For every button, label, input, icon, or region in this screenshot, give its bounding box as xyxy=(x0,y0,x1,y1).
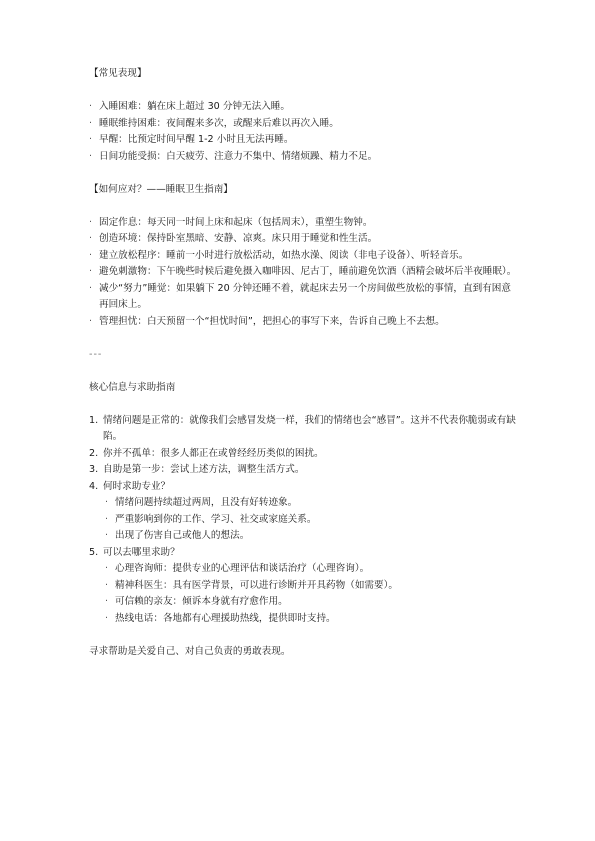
list-item: · 入睡困难：躺在床上超过 30 分钟无法入睡。 xyxy=(89,99,519,116)
when-to-seek-help-list xyxy=(89,495,519,545)
bullet-marker: · xyxy=(89,249,93,261)
help-numbered-list xyxy=(89,413,519,628)
list-item: · 减少“努力”睡觉：如果躺下 20 分钟还睡不着，就起床去另一个房间做些放松的事情，直到有困意再回床上。 xyxy=(89,281,519,314)
list-item: · 心理咨询师：提供专业的心理评估和谈话治疗（心理咨询）。 xyxy=(105,561,519,578)
numbered-item: 1. 情绪问题是正常的：就像我们会感冒发烧一样，我们的情绪也会“感冒”。这并不代表你脆弱或有缺陷。 xyxy=(89,414,516,442)
bullet-marker: · xyxy=(89,101,93,112)
list-item: · 睡眠维持困难：夜间醒来多次，或醒来后难以再次入睡。 xyxy=(89,116,519,133)
bullet-marker: · xyxy=(105,612,109,624)
list-item: · 建立放松程序：睡前一小时进行放松活动，如热水澡、阅读（非电子设备）、听轻音乐。 xyxy=(89,248,519,265)
list-item: · 创造环境：保持卧室黑暗、安静、凉爽。床只用于睡觉和性生活。 xyxy=(89,231,519,248)
list-item: · 情绪问题持续超过两周，且没有好转迹象。 xyxy=(105,495,519,512)
bullet-marker: · xyxy=(89,134,93,145)
bullet-marker: · xyxy=(89,315,93,327)
numbered-item: 3. 自助是第一步：尝试上述方法，调整生活方式。 xyxy=(89,464,305,475)
bullet-marker: · xyxy=(89,150,93,162)
horizontal-rule: --- xyxy=(89,348,103,360)
bullet-marker: · xyxy=(105,513,109,525)
hygiene-list xyxy=(89,215,519,331)
bullet-marker: · xyxy=(105,530,109,541)
section-title-help-guide: 核心信息与求助指南 xyxy=(89,381,176,393)
list-item: · 早醒：比预定时间早醒 1-2 小时且无法再睡。 xyxy=(89,132,519,149)
section-title-symptoms: 【常见表现】 xyxy=(89,68,147,79)
bullet-marker: · xyxy=(89,216,93,228)
closing-statement: 寻求帮助是关爱自己、对自己负责的勇敢表现。 xyxy=(89,645,291,657)
document-body xyxy=(89,66,519,660)
list-item: · 热线电话：各地都有心理援助热线，提供即时支持。 xyxy=(105,611,519,628)
symptom-list xyxy=(89,99,519,165)
bullet-marker: · xyxy=(89,117,93,129)
list-item: · 避免刺激物：下午晚些时候后避免摄入咖啡因、尼古丁，睡前避免饮酒（酒精会破坏后半夜睡眠）。 xyxy=(89,264,519,281)
list-item: · 严重影响到你的工作、学习、社交或家庭关系。 xyxy=(105,512,519,529)
list-item: · 精神科医生：具有医学背景，可以进行诊断并开具药物（如需要）。 xyxy=(105,578,519,595)
bullet-marker: · xyxy=(89,282,93,294)
list-item: · 管理担忧：白天预留一个“担忧时间”，把担心的事写下来，告诉自己晚上不去想。 xyxy=(89,314,519,331)
numbered-item: 2. 你并不孤单：很多人都正在或曾经经历类似的困扰。 xyxy=(89,447,324,459)
list-item: · 出现了伤害自己或他人的想法。 xyxy=(105,528,519,545)
numbered-item: 4. 何时求助专业？ xyxy=(89,480,171,492)
list-item: · 可信赖的亲友：倾诉本身就有疗愈作用。 xyxy=(105,594,519,611)
list-item: · 固定作息：每天同一时间上床和起床（包括周末），重塑生物钟。 xyxy=(89,215,519,232)
bullet-marker: · xyxy=(105,563,109,574)
section-title-sleep-hygiene: 【如何应对？——睡眠卫生指南】 xyxy=(89,183,233,195)
numbered-item: 5. 可以去哪里求助？ xyxy=(89,546,180,558)
bullet-marker: · xyxy=(105,497,109,508)
bullet-marker: · xyxy=(105,579,109,591)
where-to-seek-help-list xyxy=(89,561,519,627)
list-item: · 日间功能受损：白天疲劳、注意力不集中、情绪烦躁、精力不足。 xyxy=(89,149,519,166)
bullet-marker: · xyxy=(89,266,93,277)
bullet-marker: · xyxy=(105,596,109,607)
bullet-marker: · xyxy=(89,233,93,244)
